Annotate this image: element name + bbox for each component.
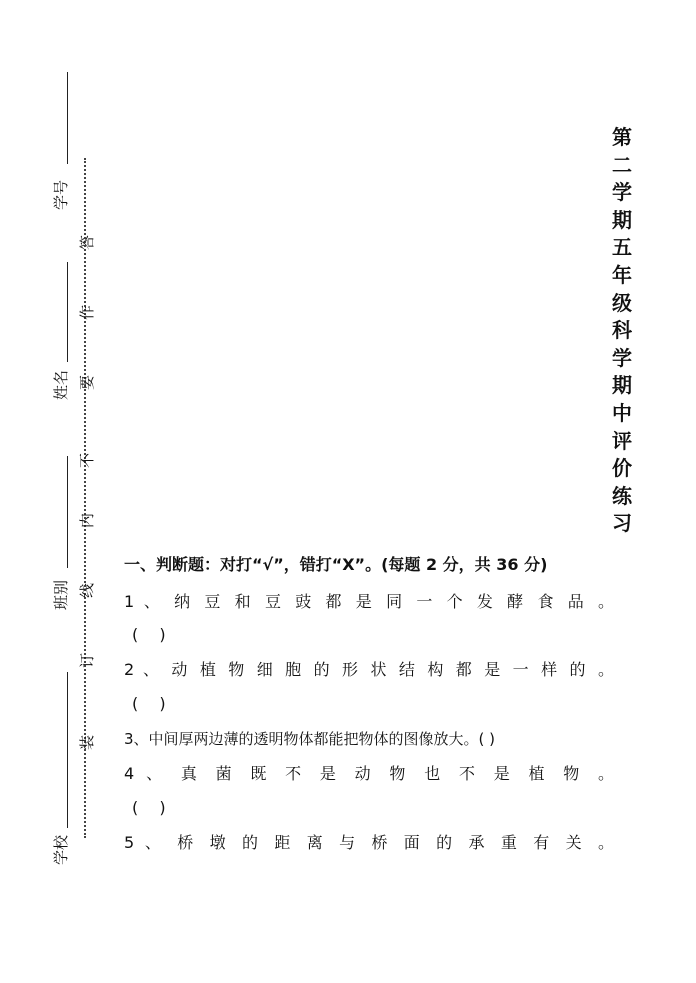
seal-char-yao: 要 — [78, 374, 96, 390]
title-char: 第 — [612, 125, 632, 149]
question-text: 2 、 动 植 物 细 胞 的 形 状 结 构 都 是 一 样 的 。 — [124, 660, 614, 679]
binding-line-1 — [67, 72, 68, 164]
title-char: 级 — [612, 290, 632, 315]
seal-char-xian: 线 — [78, 582, 96, 598]
question-text: 3、中间厚两边薄的透明物体都能把物体的图像放大。( ) — [124, 730, 496, 748]
title-char: 五 — [612, 235, 632, 260]
section-heading: 一、判断题：对打“√”，错打“X”。(每题 2 分，共 36 分) — [124, 555, 548, 574]
binding-line-3 — [67, 456, 68, 568]
question-section — [124, 551, 614, 854]
title-char: 二 — [612, 152, 632, 177]
binding-line-2 — [67, 262, 68, 362]
title-char: 中 — [612, 400, 632, 425]
question-text: 4 、 真 菌 既 不 是 动 物 也 不 是 植 物 。 — [124, 764, 614, 783]
title-char: 期 — [612, 373, 632, 398]
title-char: 年 — [612, 262, 632, 287]
question-item — [124, 659, 614, 715]
question-item — [124, 763, 614, 819]
seal-char-zuo: 作 — [78, 304, 96, 320]
name-label: 姓名 — [52, 369, 70, 400]
school-label: 学校 — [52, 834, 70, 865]
title-char: 期 — [612, 207, 632, 232]
answer-bracket[interactable]: ( ) — [132, 694, 174, 713]
exam-title — [610, 124, 634, 538]
question-item — [124, 591, 614, 646]
title-char: 评 — [612, 428, 632, 453]
seal-char-bu: 不 — [78, 452, 96, 468]
title-char: 学 — [612, 180, 632, 205]
seal-char-da: 答 — [78, 234, 96, 250]
class-label: 班别 — [52, 579, 70, 610]
binding-line-4 — [67, 672, 68, 828]
answer-bracket[interactable]: ( ) — [132, 625, 174, 644]
title-char: 习 — [612, 511, 632, 536]
seal-char-nei: 内 — [78, 512, 96, 528]
title-char: 价 — [612, 456, 632, 481]
question-item — [124, 832, 614, 854]
student-number-label: 学号 — [52, 179, 70, 210]
answer-bracket[interactable]: ( ) — [132, 798, 174, 817]
title-char: 练 — [612, 483, 632, 508]
title-char: 学 — [612, 345, 632, 370]
question-text: 5 、 桥 墩 的 距 离 与 桥 面 的 承 重 有 关 。 — [124, 833, 614, 852]
question-item — [124, 728, 614, 750]
title-char: 科 — [612, 318, 632, 343]
question-text: 1 、 纳 豆 和 豆 豉 都 是 同 一 个 发 酵 食 品 。 — [124, 592, 614, 611]
seal-char-ding: 订 — [78, 652, 96, 668]
seal-char-zhuang: 装 — [78, 734, 96, 750]
